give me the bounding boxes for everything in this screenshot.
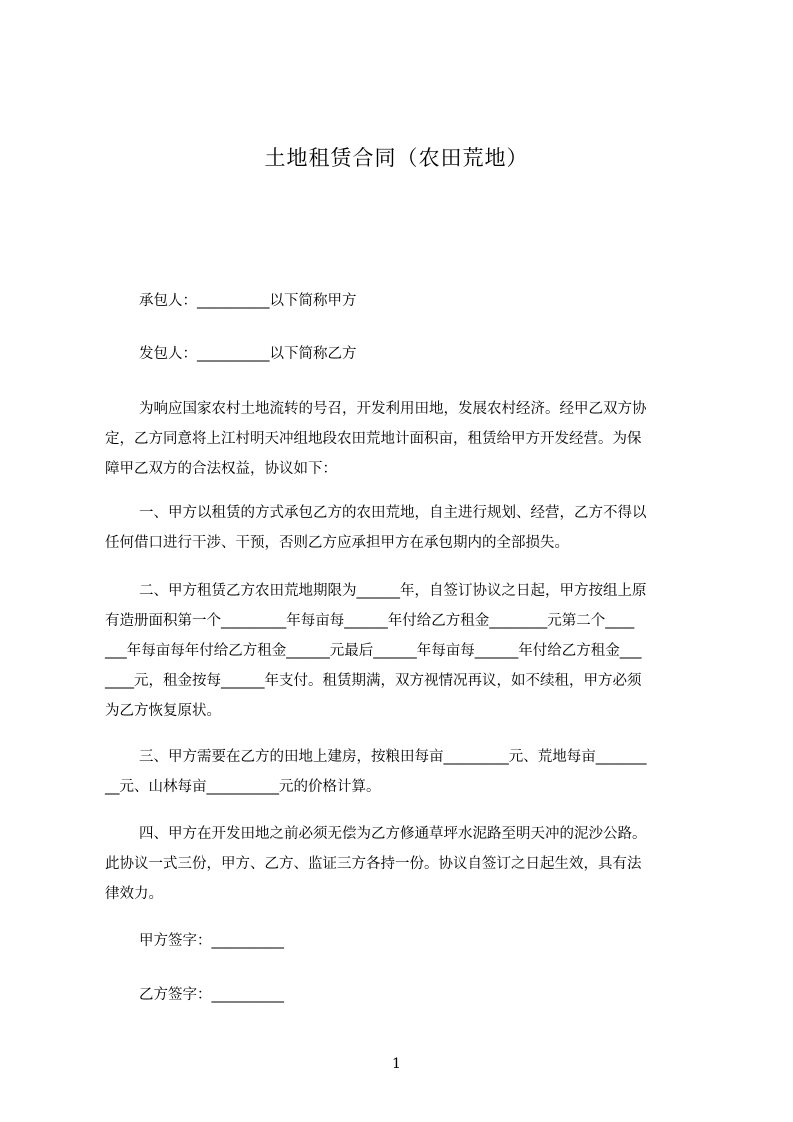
clause-2-line-3: ___年每亩每年付给乙方租金______元最后______年每亩每______年付给乙方租金___ (105, 643, 642, 659)
clause-1 (105, 498, 701, 558)
page-number: 1 (392, 1056, 401, 1072)
lessor-line: 发包人：__________以下简称乙方 (139, 346, 357, 362)
clause-2 (105, 576, 701, 726)
party-a-signature-line: 甲方签字：__________ (139, 933, 284, 949)
clause-4-line-1: 四、甲方在开发田地之前必须无偿为乙方修通草坪水泥路至明天冲的泥沙公路。 (139, 826, 647, 842)
clause-4-line-3: 律效力。 (105, 886, 163, 902)
clause-1-line-2: 任何借口进行干涉、干预，否则乙方应承担甲方在承包期内的全部损失。 (105, 535, 569, 551)
party-b-signature-line: 乙方签字：__________ (139, 987, 284, 1003)
preamble-line-2: 定，乙方同意将上江村明天冲组地段农田荒地计面积亩，租赁给甲方开发经营。为保 (105, 431, 642, 447)
preamble-line-3: 障甲乙双方的合法权益，协议如下： (105, 461, 337, 477)
clause-3-line-1: 三、甲方需要在乙方的田地上建房，按粮田每亩_________元、荒地每亩_______ (139, 749, 647, 765)
clause-4-line-2: 此协议一式三份，甲方、乙方、监证三方各持一份。协议自签订之日起生效，具有法 (105, 856, 642, 872)
preamble-line-1: 为响应国家农村土地流转的号召，开发利用田地，发展农村经济。经甲乙双方协 (139, 401, 647, 417)
contractor-line: 承包人：__________以下简称甲方 (139, 293, 357, 309)
clause-3-line-2: __元、山林每亩__________元的价格计算。 (105, 779, 381, 795)
clause-1-line-1: 一、甲方以租赁的方式承包乙方的农田荒地，自主进行规划、经营，乙方不得以 (139, 505, 647, 521)
clause-2-line-5: 为乙方恢复原状。 (105, 703, 221, 719)
preamble-paragraph (105, 394, 701, 484)
clause-2-line-4: ____元，租金按每______年支付。租赁期满，双方视情况再议，如不续租，甲方必须 (105, 673, 642, 689)
clause-2-line-2: 有造册面积第一个_________年每亩每______年付给乙方租金________元第二个____ (105, 613, 635, 629)
clause-2-line-1: 二、甲方租赁乙方农田荒地期限为______年，自签订协议之日起，甲方按组上原 (139, 583, 647, 599)
document-title: 土地租赁合同（农田荒地） (264, 146, 529, 170)
clause-3 (105, 742, 701, 802)
clause-4 (105, 819, 701, 909)
